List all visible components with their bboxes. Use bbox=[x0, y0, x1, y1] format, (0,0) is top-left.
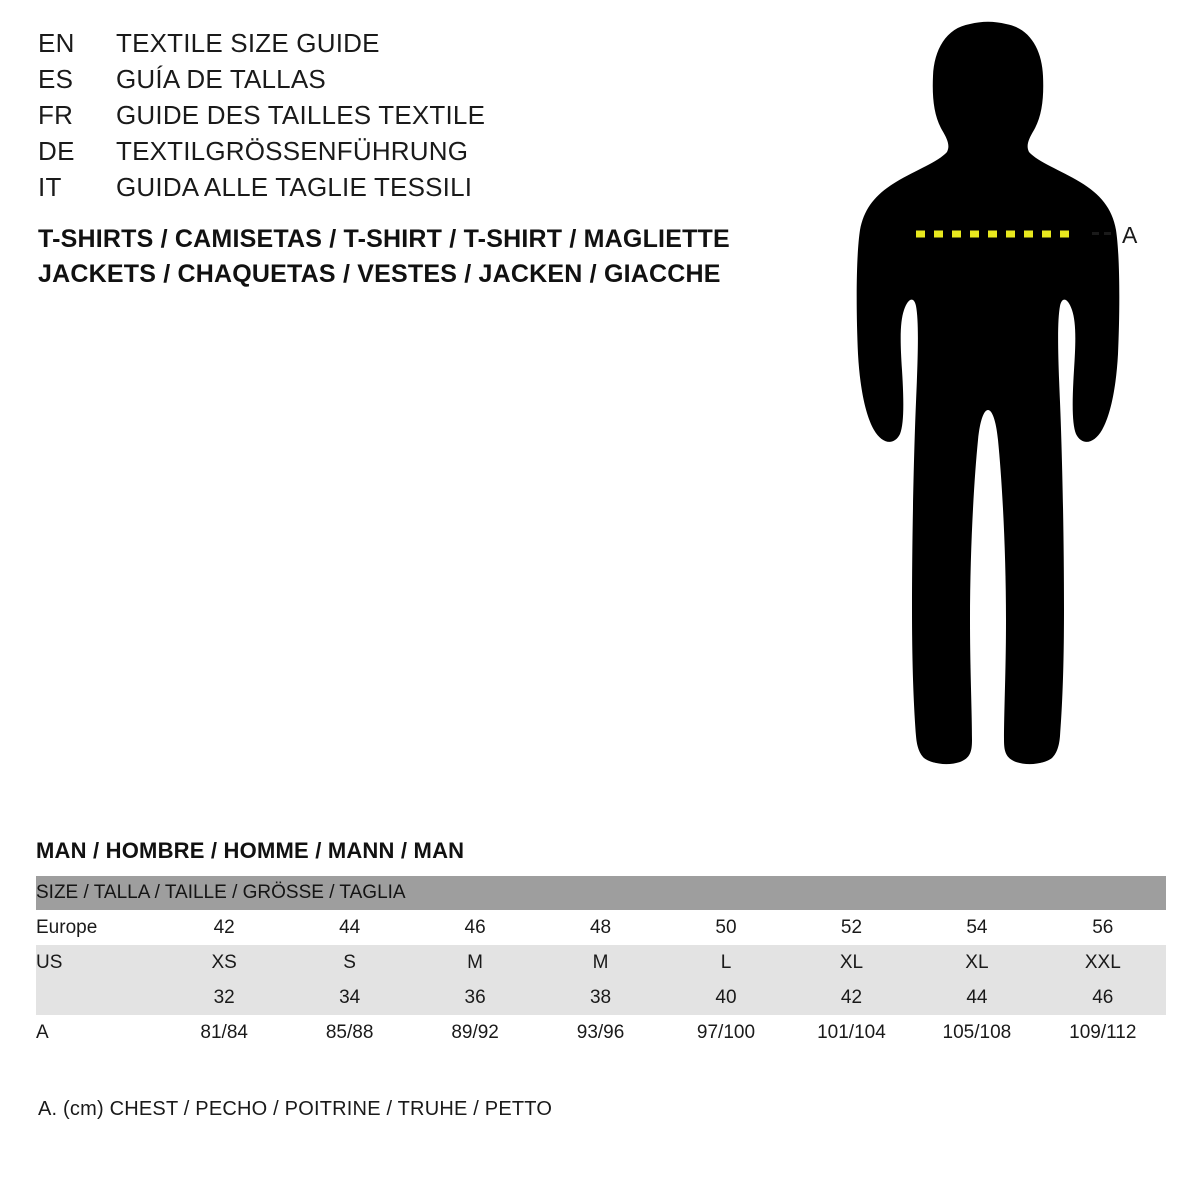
cell: L bbox=[663, 945, 788, 980]
cell: XXL bbox=[1040, 945, 1166, 980]
cell: 46 bbox=[1040, 980, 1166, 1015]
cell: 85/88 bbox=[287, 1015, 412, 1050]
cell: 44 bbox=[287, 910, 412, 945]
table-section-title: MAN / HOMBRE / HOMME / MANN / MAN bbox=[36, 838, 465, 863]
cell: 46 bbox=[412, 910, 537, 945]
language-title: GUÍA DE TALLAS bbox=[116, 64, 326, 94]
cell: 36 bbox=[412, 980, 537, 1015]
body-silhouette-diagram bbox=[820, 10, 1190, 800]
language-code: DE bbox=[38, 136, 75, 166]
language-code: IT bbox=[38, 172, 62, 202]
language-row bbox=[38, 28, 738, 64]
cell: 101/104 bbox=[789, 1015, 914, 1050]
language-code: ES bbox=[38, 64, 74, 94]
cell: 52 bbox=[789, 910, 914, 945]
table-header-label: SIZE / TALLA / TAILLE / GRÖSSE / TAGLIA bbox=[36, 876, 1166, 910]
cell: 93/96 bbox=[538, 1015, 663, 1050]
garment-type-jackets: JACKETS / CHAQUETAS / VESTES / JACKEN / GIACCHE bbox=[38, 260, 721, 288]
table-header-row bbox=[36, 876, 1166, 910]
size-table-section bbox=[36, 838, 1166, 1050]
cell: 34 bbox=[287, 980, 412, 1015]
cell: M bbox=[412, 945, 537, 980]
size-table bbox=[36, 876, 1166, 1050]
garment-type-tshirts: T-SHIRTS / CAMISETAS / T-SHIRT / T-SHIRT / MAGLIETTE bbox=[38, 225, 730, 253]
cell: 32 bbox=[161, 980, 286, 1015]
cell: XS bbox=[161, 945, 286, 980]
language-row bbox=[38, 100, 738, 136]
cell: XL bbox=[914, 945, 1039, 980]
garment-types bbox=[38, 222, 798, 292]
table-row bbox=[36, 1015, 1166, 1050]
cell: 89/92 bbox=[412, 1015, 537, 1050]
cell: 81/84 bbox=[161, 1015, 286, 1050]
language-title: TEXTILE SIZE GUIDE bbox=[116, 28, 380, 58]
table-row bbox=[36, 945, 1166, 980]
footnote-chest-measure: A. (cm) CHEST / PECHO / POITRINE / TRUHE / PETTO bbox=[38, 1098, 553, 1120]
cell: 42 bbox=[161, 910, 286, 945]
language-header-block bbox=[38, 28, 738, 208]
language-row bbox=[38, 64, 738, 100]
language-title: GUIDE DES TAILLES TEXTILE bbox=[116, 100, 486, 130]
cell: 48 bbox=[538, 910, 663, 945]
cell: 38 bbox=[538, 980, 663, 1015]
language-row bbox=[38, 136, 738, 172]
measure-label-a: A bbox=[1122, 222, 1138, 248]
cell: 97/100 bbox=[663, 1015, 788, 1050]
cell: 109/112 bbox=[1040, 1015, 1166, 1050]
cell: 105/108 bbox=[914, 1015, 1039, 1050]
language-code: EN bbox=[38, 28, 75, 58]
cell: M bbox=[538, 945, 663, 980]
row-label: Europe bbox=[36, 910, 161, 945]
cell: 44 bbox=[914, 980, 1039, 1015]
cell: 54 bbox=[914, 910, 1039, 945]
language-code: FR bbox=[38, 100, 74, 130]
cell: 40 bbox=[663, 980, 788, 1015]
row-label bbox=[36, 980, 161, 1015]
table-row bbox=[36, 980, 1166, 1015]
language-title: GUIDA ALLE TAGLIE TESSILI bbox=[116, 172, 473, 202]
cell: S bbox=[287, 945, 412, 980]
silhouette-icon bbox=[820, 10, 1190, 800]
language-title: TEXTILGRÖSSENFÜHRUNG bbox=[116, 136, 469, 166]
cell: XL bbox=[789, 945, 914, 980]
language-row bbox=[38, 172, 738, 208]
measure-leader-dash bbox=[1092, 232, 1116, 235]
cell: 56 bbox=[1040, 910, 1166, 945]
cell: 50 bbox=[663, 910, 788, 945]
table-row bbox=[36, 910, 1166, 945]
cell: 42 bbox=[789, 980, 914, 1015]
row-label: US bbox=[36, 945, 161, 980]
row-label: A bbox=[36, 1015, 161, 1050]
